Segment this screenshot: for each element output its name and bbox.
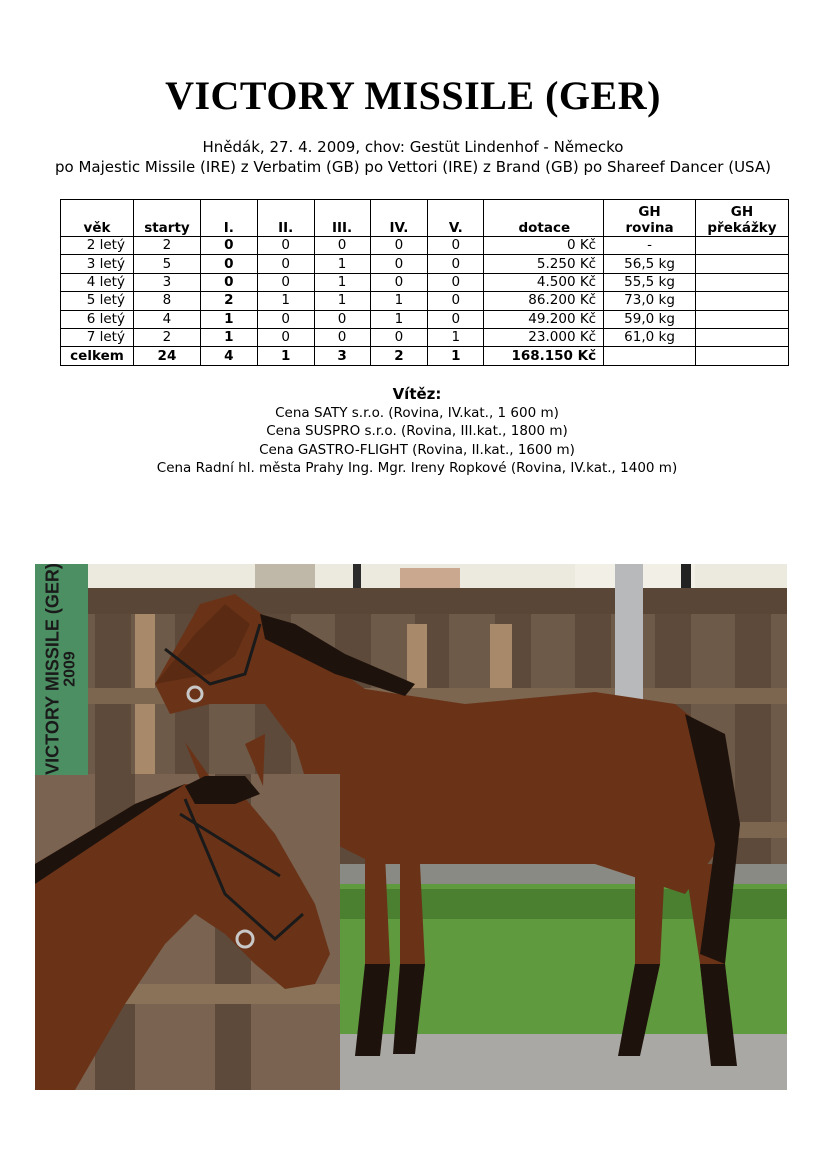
cell-starts: 3 — [133, 273, 200, 291]
cell-starts: 2 — [133, 237, 200, 255]
cell-age: 2 letý — [61, 237, 134, 255]
cell-age: 7 letý — [61, 328, 134, 346]
cell-third: 0 — [314, 237, 370, 255]
table-row — [61, 328, 789, 346]
table-header-row — [61, 200, 789, 237]
race-stats-table — [60, 199, 789, 366]
cell-fifth: 0 — [428, 255, 484, 273]
table-total-row — [61, 347, 789, 365]
cell-total-gh-jump — [695, 347, 788, 365]
cell-third: 1 — [314, 255, 370, 273]
header-gh-jump-bottom: překážky — [707, 220, 777, 236]
cell-fifth: 1 — [428, 328, 484, 346]
cell-third: 1 — [314, 292, 370, 310]
cell-age: 3 letý — [61, 255, 134, 273]
header-second: II. — [257, 200, 314, 237]
cell-gh-flat: 73,0 kg — [604, 292, 696, 310]
cell-gh-jump — [695, 328, 788, 346]
cell-prize: 5.250 Kč — [484, 255, 604, 273]
cell-fifth: 0 — [428, 273, 484, 291]
cell-gh-flat: 56,5 kg — [604, 255, 696, 273]
winner-item: Cena Radní hl. města Prahy Ing. Mgr. Ireny Ropkové (Rovina, IV.kat., 1400 m) — [156, 459, 678, 476]
cell-starts: 2 — [133, 328, 200, 346]
cell-fifth: 0 — [428, 237, 484, 255]
cell-gh-jump — [695, 255, 788, 273]
cell-starts: 8 — [133, 292, 200, 310]
cell-total-third: 3 — [314, 347, 370, 365]
winner-item: Cena SATY s.r.o. (Rovina, IV.kat., 1 600 m) — [275, 405, 559, 421]
cell-second: 1 — [257, 292, 314, 310]
header-gh-flat-top: GH — [638, 204, 661, 220]
cell-prize: 86.200 Kč — [484, 292, 604, 310]
cell-prize: 23.000 Kč — [484, 328, 604, 346]
table-row — [61, 310, 789, 328]
cell-fourth: 1 — [370, 292, 428, 310]
cell-gh-flat: 59,0 kg — [604, 310, 696, 328]
winners-section — [0, 385, 826, 477]
cell-fifth: 0 — [428, 310, 484, 328]
cell-fourth: 0 — [370, 237, 428, 255]
header-fourth: IV. — [370, 200, 428, 237]
cell-prize: 49.200 Kč — [484, 310, 604, 328]
horse-photo — [35, 564, 787, 1090]
header-fifth: V. — [428, 200, 484, 237]
cell-third: 0 — [314, 310, 370, 328]
cell-first: 1 — [200, 310, 257, 328]
cell-gh-flat: - — [604, 237, 696, 255]
cell-starts: 4 — [133, 310, 200, 328]
horse-name-title: VICTORY MISSILE (GER) — [165, 73, 661, 118]
cell-gh-jump — [695, 292, 788, 310]
cell-second: 0 — [257, 255, 314, 273]
cell-fourth: 0 — [370, 328, 428, 346]
side-label-name: VICTORY MISSILE (GER) — [42, 563, 63, 775]
header-prize: dotace — [484, 200, 604, 237]
cell-total-gh-flat — [604, 347, 696, 365]
header-age: věk — [61, 200, 134, 237]
cell-total-second: 1 — [257, 347, 314, 365]
cell-gh-flat: 61,0 kg — [604, 328, 696, 346]
cell-first: 0 — [200, 237, 257, 255]
cell-fourth: 1 — [370, 310, 428, 328]
cell-total-fourth: 2 — [370, 347, 428, 365]
cell-third: 1 — [314, 273, 370, 291]
winners-heading: Vítěz: — [392, 385, 442, 403]
side-label-year: 2009 — [61, 651, 79, 687]
header-gh-flat — [604, 200, 696, 237]
pedigree-line: po Majestic Missile (IRE) z Verbatim (GB) po Vettori (IRE) z Brand (GB) po Shareef Dancer (USA) — [55, 158, 771, 176]
header-gh-jump-top: GH — [730, 204, 754, 220]
cell-first: 1 — [200, 328, 257, 346]
cell-second: 0 — [257, 328, 314, 346]
cell-prize: 0 Kč — [484, 237, 604, 255]
cell-total-first: 4 — [200, 347, 257, 365]
cell-fifth: 0 — [428, 292, 484, 310]
side-label-text — [43, 563, 80, 775]
cell-gh-jump — [695, 273, 788, 291]
cell-starts: 5 — [133, 255, 200, 273]
cell-first: 0 — [200, 273, 257, 291]
header-gh-jump — [695, 200, 788, 237]
table-row — [61, 273, 789, 291]
winner-item: Cena SUSPRO s.r.o. (Rovina, III.kat., 1800 m) — [266, 423, 568, 440]
cell-age: 6 letý — [61, 310, 134, 328]
table-row — [61, 255, 789, 273]
cell-total-prize: 168.150 Kč — [484, 347, 604, 365]
header-starts: starty — [133, 200, 200, 237]
cell-total-label: celkem — [61, 347, 134, 365]
cell-gh-jump — [695, 310, 788, 328]
header-third: III. — [314, 200, 370, 237]
horse-info-line: Hnědák, 27. 4. 2009, chov: Gestüt Lindenhof - Německo — [202, 138, 624, 156]
cell-age: 5 letý — [61, 292, 134, 310]
cell-first: 0 — [200, 255, 257, 273]
cell-second: 0 — [257, 310, 314, 328]
winner-item: Cena GASTRO-FLIGHT (Rovina, II.kat., 1600 m) — [259, 441, 575, 458]
cell-fourth: 0 — [370, 255, 428, 273]
cell-total-starts: 24 — [133, 347, 200, 365]
cell-fourth: 0 — [370, 273, 428, 291]
cell-first: 2 — [200, 292, 257, 310]
table-row — [61, 292, 789, 310]
header-gh-flat-bottom: rovina — [625, 220, 674, 236]
cell-gh-flat: 55,5 kg — [604, 273, 696, 291]
cell-second: 0 — [257, 273, 314, 291]
cell-age: 4 letý — [61, 273, 134, 291]
cell-total-fifth: 1 — [428, 347, 484, 365]
cell-second: 0 — [257, 237, 314, 255]
cell-gh-jump — [695, 237, 788, 255]
cell-third: 0 — [314, 328, 370, 346]
header-first: I. — [200, 200, 257, 237]
table-row — [61, 237, 789, 255]
cell-prize: 4.500 Kč — [484, 273, 604, 291]
photo-side-label — [35, 564, 88, 775]
